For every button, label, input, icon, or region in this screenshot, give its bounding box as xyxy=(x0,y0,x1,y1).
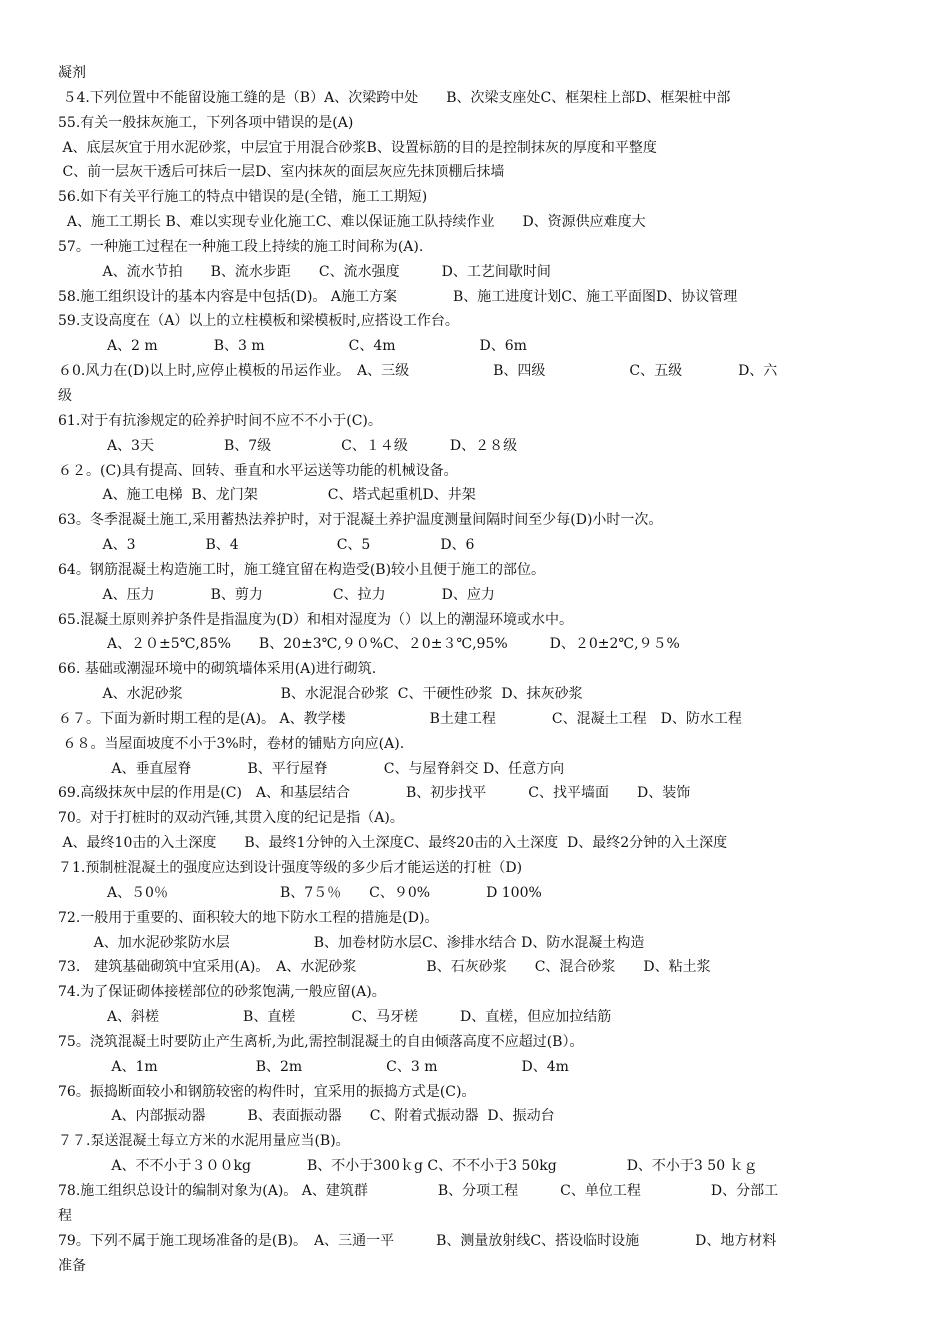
text-line: 76。振捣断面较小和钢筋较密的构件时，宜采用的振捣方式是(C)。 xyxy=(58,1083,476,1100)
text-line: ７７.泵送混凝土每立方米的水泥用量应当(B)。 xyxy=(58,1133,350,1150)
text-line: 凝剂 xyxy=(58,65,86,81)
text-line: 72.一般用于重要的、面积较大的地下防水工程的措施是(D)。 xyxy=(58,909,439,926)
text-line: 79。下列不属于施工现场准备的是(B)。 A、三通一平 B、测量放射线C、搭设临时设施 D、地方材料 xyxy=(58,1232,777,1249)
text-line: 63。冬季混凝土施工,采用蓄热法养护时，对于混凝土养护温度测量间隔时间至少每(D)小时一次。 xyxy=(58,512,663,529)
text-line: 78.施工组织总设计的编制对象为(A)。 A、建筑群 B、分项工程 C、单位工程 D、分部工 xyxy=(58,1182,779,1199)
text-line: A、垂直屋脊 B、平行屋脊 C、与屋脊斜交 D、任意方向 xyxy=(58,760,565,777)
text-line: 56.如下有关平行施工的特点中错误的是(全错，施工工期短) xyxy=(58,189,428,206)
text-line: ６８。当屋面坡度不小于3%时，卷材的铺贴方向应(A). xyxy=(58,735,405,752)
text-line: ５4.下列位置中不能留设施工缝的是（B）A、次梁跨中处 B、次梁支座处C、框架柱上部D、框架桩中部 xyxy=(58,89,731,106)
text-line: 级 xyxy=(58,387,72,404)
text-line: A、不不小于３００kg B、不小于300ｋg C、不不小于3 50kg D、不小于3 50 ｋｇ xyxy=(58,1158,758,1175)
text-line: 66. 基础或潮湿环境中的砌筑墙体采用(A)进行砌筑. xyxy=(58,661,377,678)
text-line: A、２０±5℃,85% B、20±3℃,９０%C、２0±３℃,95% D、２0±2℃,９５% xyxy=(58,636,680,653)
text-line: A、施工工期长 B、难以实现专业化施工C、难以保证施工队持续作业 D、资源供应难度大 xyxy=(58,214,646,231)
text-line: ６0.风力在(D)以上时,应停止模板的吊运作业。 A、三级 B、四级 C、五级 D、六 xyxy=(58,363,778,380)
text-line: ６２。(C)具有提高、回转、垂直和水平运送等功能的机械设备。 xyxy=(58,462,458,479)
text-line: 59.支设高度在（A）以上的立柱模板和梁模板时,应搭设工作台。 xyxy=(58,313,459,330)
text-line: 57。一种施工过程在一种施工段上持续的施工时间称为(A). xyxy=(58,238,424,255)
text-line: A、斜槎 B、直槎 C、马牙槎 D、直槎，但应加拉结筋 xyxy=(58,1009,612,1026)
text-line: 55.有关一般抹灰施工，下列各项中错误的是(A) xyxy=(58,114,354,131)
text-line: C、前一层灰干透后可抹后一层D、室内抹灰的面层灰应先抹顶棚后抹墙 xyxy=(58,164,505,181)
text-line: 69.高级抹灰中层的作用是(C) A、和基层结合 B、初步找平 C、找平墙面 D、装饰 xyxy=(58,785,691,802)
text-line: ６７。下面为新时期工程的是(A)。 A、教学楼 B土建工程 C、混凝土工程 D、防水工程 xyxy=(58,710,742,727)
text-line: A、压力 B、剪力 C、拉力 D、应力 xyxy=(58,586,495,603)
text-line: A、最终10击的入土深度 B、最终1分钟的入土深度C、最终20击的入土深度 D、最终2分钟的入土深度 xyxy=(58,835,728,852)
text-line: A、内部振动器 B、表面振动器 C、附着式振动器 D、振动台 xyxy=(58,1108,555,1125)
text-line: A、施工电梯 B、龙门架 C、塔式起重机D、井架 xyxy=(58,487,476,504)
text-line: 75。浇筑混凝土时要防止产生离析,为此,需控制混凝土的自由倾落高度不应超过(B）。 xyxy=(58,1033,584,1050)
text-line: A、水泥砂浆 B、水泥混合砂浆 C、干硬性砂浆 D、抹灰砂浆 xyxy=(58,686,583,703)
text-line: A、５0％ B、7５％ C、９0% D 100% xyxy=(58,884,542,901)
text-line: A、2 m B、3 m C、4m D、6m xyxy=(58,338,527,355)
text-line: A、加水泥砂浆防水层 B、加卷材防水层C、渗排水结合 D、防水混凝土构造 xyxy=(58,934,645,951)
text-line: 65.混凝土原则养护条件是指温度为(D）和相对湿度为（）以上的潮湿环境或水中。 xyxy=(58,611,573,628)
text-line: 程 xyxy=(58,1207,72,1224)
text-line: A、1m B、2m C、3 m D、4m xyxy=(58,1058,569,1075)
text-line: 58.施工组织设计的基本内容是中包括(D)。 A施工方案 B、施工进度计划C、施工平面图D、协议管理 xyxy=(58,288,738,305)
text-line: A、流水节拍 B、流水步距 C、流水强度 D、工艺间歇时间 xyxy=(58,263,551,280)
text-line: 64。钢筋混凝土构造施工时，施工缝宜留在构造受(B)较小且便于施工的部位。 xyxy=(58,561,546,578)
text-line: A、3天 B、7级 C、１４级 D、２８级 xyxy=(58,437,518,454)
text-line: 73. 建筑基础砌筑中宜采用(A)。 A、水泥砂浆 B、石灰砂浆 C、混合砂浆 D、粘土浆 xyxy=(58,959,711,976)
text-line: 61.对于有抗渗规定的砼养护时间不应不不小于(C)。 xyxy=(58,412,382,429)
text-line: 74.为了保证砌体接槎部位的砂浆饱满,一般应留(A)。 xyxy=(58,984,386,1001)
text-line: A、3 B、4 C、5 D、6 xyxy=(58,537,475,554)
text-line: 70。对于打桩时的双动汽锤,其贯入度的纪记是指（A)。 xyxy=(58,810,404,827)
text-line: ７1.预制桩混凝土的强度应达到设计强度等级的多少后才能运送的打桩（D) xyxy=(58,860,523,876)
text-line: 准备 xyxy=(58,1257,86,1274)
text-line: A、底层灰宜于用水泥砂浆，中层宜于用混合砂浆B、设置标筋的目的是控制抹灰的厚度和平整度 xyxy=(58,139,657,156)
